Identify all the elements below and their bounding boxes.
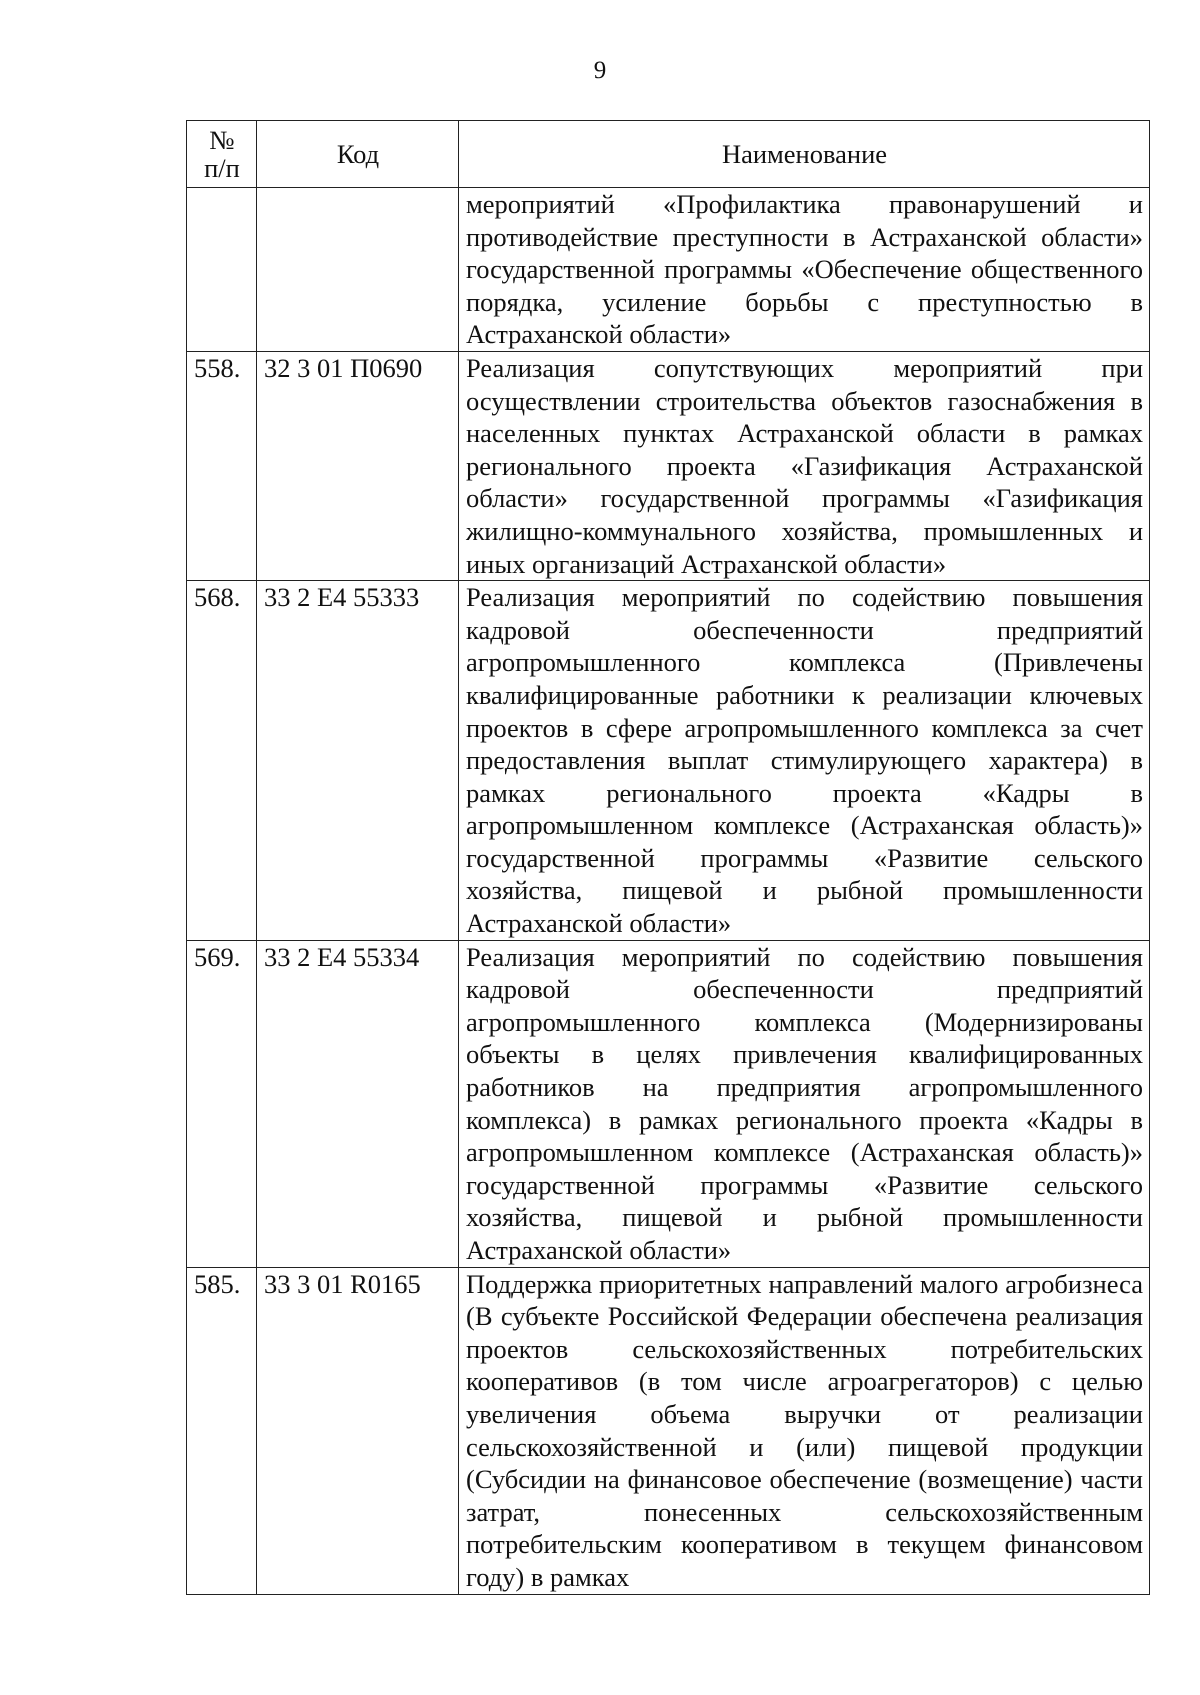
page-number: 9	[593, 57, 607, 84]
row-code: 33 3 01 R0165	[257, 1267, 459, 1594]
row-code	[257, 188, 459, 352]
table-row	[187, 940, 1150, 1267]
column-header-name: Наименование	[459, 121, 1150, 188]
row-name: мероприятий «Профилактика правонарушений и противодействие преступности в Астраханской области» государственной программы «Обеспечение общественного порядка, усиление борьбы с преступностью в Астраханской области»	[459, 188, 1150, 352]
row-name: Реализация мероприятий по содействию повышения кадровой обеспеченности предприятий агропромышленного комплекса (Привлечены квалифицированные работники к реализации ключевых проектов в сфере агропромышленного комплекса за счет предоставления выплат стимулирующего характера) в рамках регионального проекта «Кадры в агропромышленном комплексе (Астраханская область)» государственной программы «Развитие сельского хозяйства, пищевой и рыбной промышленности Астраханской области»	[459, 581, 1150, 941]
table-row	[187, 188, 1150, 352]
row-name: Поддержка приоритетных направлений малого агробизнеса (В субъекте Российской Федерации обеспечена реализация проектов сельскохозяйственных потребительских кооперативов (в том числе агроагрегаторов) с целью увеличения объема выручки от реализации сельскохозяйственной и (или) пищевой продукции (Субсидии на финансовое обеспечение (возмещение) части затрат, понесенных сельскохозяйственным потребительским кооперативом в текущем финансовом году) в рамках	[459, 1267, 1150, 1594]
table-header-row	[187, 121, 1150, 188]
column-header-number-label: п/п	[204, 153, 240, 183]
row-name: Реализация сопутствующих мероприятий при осуществлении строительства объектов газоснабжения в населенных пунктах Астраханской области в рамках регионального проекта «Газификация Астраханской области» государственной программы «Газификация жилищно-коммунального хозяйства, промышленных и иных организаций Астраханской области»	[459, 351, 1150, 580]
table-row	[187, 581, 1150, 941]
column-header-number-sign: №	[209, 125, 235, 155]
row-number	[187, 188, 257, 352]
row-number: 568.	[187, 581, 257, 941]
table-row	[187, 1267, 1150, 1594]
row-number: 585.	[187, 1267, 257, 1594]
column-header-number	[187, 121, 257, 188]
row-code: 32 3 01 П0690	[257, 351, 459, 580]
table-row	[187, 351, 1150, 580]
column-header-code: Код	[257, 121, 459, 188]
row-name: Реализация мероприятий по содействию повышения кадровой обеспеченности предприятий агропромышленного комплекса (Модернизированы объекты в целях привлечения квалифицированных работников на предприятия агропромышленного комплекса) в рамках регионального проекта «Кадры в агропромышленном комплексе (Астраханская область)» государственной программы «Развитие сельского хозяйства, пищевой и рыбной промышленности Астраханской области»	[459, 940, 1150, 1267]
budget-code-table	[186, 120, 1150, 1595]
row-number: 558.	[187, 351, 257, 580]
row-code: 33 2 Е4 55333	[257, 581, 459, 941]
row-number: 569.	[187, 940, 257, 1267]
row-code: 33 2 Е4 55334	[257, 940, 459, 1267]
